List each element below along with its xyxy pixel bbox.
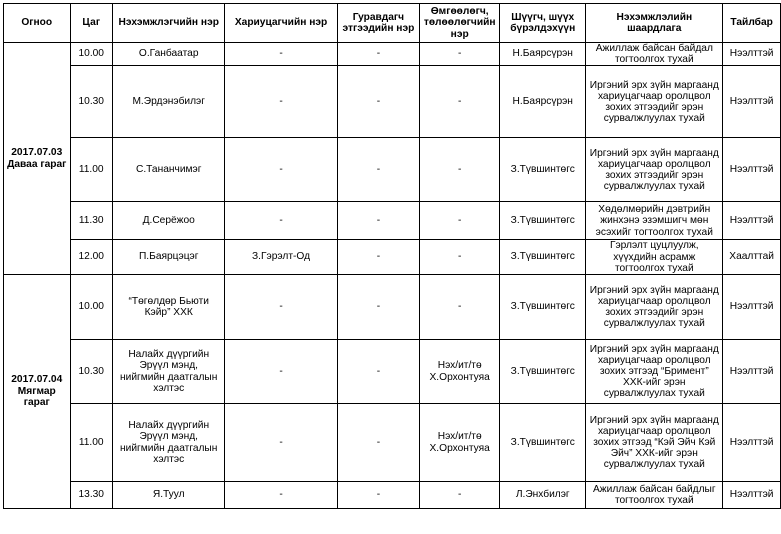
- note-cell: Нээлттэй: [723, 202, 781, 240]
- judge-cell: З.Түвшинтөгс: [500, 240, 586, 275]
- header-judge: Шүүгч, шүүх бүрэлдэхүүн: [500, 4, 586, 43]
- table-row: [4, 138, 781, 202]
- time-cell: 10.00: [70, 275, 112, 340]
- claim-cell: Иргэний эрх зүйн маргаанд хариуцагчаар оролцвол зохих этгээд “Бримент” ХХК-ийг эрэн сурвалжлуулах тухай: [586, 340, 723, 404]
- defendant-cell: -: [225, 202, 337, 240]
- defendant-cell: -: [225, 138, 337, 202]
- claim-cell: Иргэний эрх зүйн маргаанд хариуцагчаар оролцвол зохих этгээдийг эрэн сурвалжлуулах тухай: [586, 275, 723, 340]
- defendant-cell: -: [225, 43, 337, 66]
- judge-cell: Н.Баярсүрэн: [500, 66, 586, 138]
- date-cell: [4, 275, 71, 509]
- third-party-cell: -: [337, 66, 420, 138]
- third-party-cell: -: [337, 138, 420, 202]
- time-cell: 10.30: [70, 340, 112, 404]
- advocate-cell: Нэх/ит/тө Х.Орхонтуяа: [420, 340, 500, 404]
- note-cell: Хаалттай: [723, 240, 781, 275]
- third-party-cell: -: [337, 340, 420, 404]
- time-cell: 10.00: [70, 43, 112, 66]
- table-row: [4, 482, 781, 509]
- table-row: [4, 275, 781, 340]
- advocate-cell: -: [420, 240, 500, 275]
- header-row: [4, 4, 781, 43]
- advocate-cell: -: [420, 482, 500, 509]
- table-row: [4, 66, 781, 138]
- third-party-cell: -: [337, 202, 420, 240]
- judge-cell: З.Түвшинтөгс: [500, 340, 586, 404]
- claim-cell: Ажиллаж байсан байдал тогтоолгох тухай: [586, 43, 723, 66]
- advocate-cell: -: [420, 138, 500, 202]
- time-cell: 11.30: [70, 202, 112, 240]
- header-claim: Нэхэмжлэлийн шаардлага: [586, 4, 723, 43]
- court-schedule-table: [3, 3, 781, 509]
- time-cell: 11.00: [70, 404, 112, 482]
- table-row: [4, 43, 781, 66]
- table-row: [4, 340, 781, 404]
- third-party-cell: -: [337, 404, 420, 482]
- judge-cell: З.Түвшинтөгс: [500, 138, 586, 202]
- advocate-cell: Нэх/ит/тө Х.Орхонтуяа: [420, 404, 500, 482]
- weekday-value: Мягмар гараг: [17, 385, 56, 409]
- claim-cell: Хөдөлмөрийн дэвтрийн жинхэнэ эзэмшигч мөн эсэхийг тогтоолгох тухай: [586, 202, 723, 240]
- judge-cell: Л.Энхбилэг: [500, 482, 586, 509]
- note-cell: Нээлттэй: [723, 43, 781, 66]
- advocate-cell: -: [420, 275, 500, 340]
- weekday-value: Даваа гараг: [7, 158, 67, 170]
- judge-cell: З.Түвшинтөгс: [500, 404, 586, 482]
- schedule-body: [4, 43, 781, 509]
- time-cell: 13.30: [70, 482, 112, 509]
- claim-cell: Иргэний эрх зүйн маргаанд хариуцагчаар оролцвол зохих этгээдийг эрэн сурвалжлуулах тухай: [586, 138, 723, 202]
- date-value: 2017.07.03: [11, 147, 63, 158]
- defendant-cell: З.Гэрэлт-Од: [225, 240, 337, 275]
- time-cell: 12.00: [70, 240, 112, 275]
- claim-cell: Иргэний эрх зүйн маргаанд хариуцагчаар оролцвол зохих этгээдийг эрэн сурвалжлуулах тухай: [586, 66, 723, 138]
- plaintiff-cell: Налайх дүүргийн Эрүүл мэнд, нийгмийн даатгалын хэлтэс: [112, 340, 225, 404]
- defendant-cell: -: [225, 404, 337, 482]
- third-party-cell: -: [337, 482, 420, 509]
- plaintiff-cell: М.Эрдэнэбилэг: [112, 66, 225, 138]
- claim-cell: Гэрлэлт цуцлуулж, хүүхдийн асрамж тогтоолгох тухай: [586, 240, 723, 275]
- date-value: 2017.07.04: [11, 374, 63, 386]
- header-advocate: Өмгөөлөгч, төлөөлөгчийн нэр: [420, 4, 500, 43]
- defendant-cell: -: [225, 340, 337, 404]
- time-cell: 11.00: [70, 138, 112, 202]
- note-cell: Нээлттэй: [723, 138, 781, 202]
- header-note: Тайлбар: [723, 4, 781, 43]
- plaintiff-cell: О.Ганбаатар: [112, 43, 225, 66]
- table-row: [4, 202, 781, 240]
- plaintiff-cell: “Төгөлдөр Бьюти Кэйр” ХХК: [112, 275, 225, 340]
- header-date: Огноо: [4, 4, 71, 43]
- header-plaintiff: Нэхэмжлэгчийн нэр: [112, 4, 225, 43]
- plaintiff-cell: С.Тананчимэг: [112, 138, 225, 202]
- note-cell: Нээлттэй: [723, 66, 781, 138]
- judge-cell: Н.Баярсүрэн: [500, 43, 586, 66]
- advocate-cell: -: [420, 43, 500, 66]
- judge-cell: З.Түвшинтөгс: [500, 202, 586, 240]
- third-party-cell: -: [337, 43, 420, 66]
- advocate-cell: -: [420, 66, 500, 138]
- defendant-cell: -: [225, 482, 337, 509]
- header-time: Цаг: [70, 4, 112, 43]
- judge-cell: З.Түвшинтөгс: [500, 275, 586, 340]
- header-defendant: Хариуцагчийн нэр: [225, 4, 337, 43]
- plaintiff-cell: П.Баярцэцэг: [112, 240, 225, 275]
- plaintiff-cell: Д.Серёжоо: [112, 202, 225, 240]
- advocate-cell: -: [420, 202, 500, 240]
- claim-cell: Ажиллаж байсан байдлыг тогтоолгох тухай: [586, 482, 723, 509]
- third-party-cell: -: [337, 240, 420, 275]
- table-row: [4, 240, 781, 275]
- note-cell: Нээлттэй: [723, 482, 781, 509]
- time-cell: 10.30: [70, 66, 112, 138]
- table-row: [4, 404, 781, 482]
- claim-cell: Иргэний эрх зүйн маргаанд хариуцагчаар оролцвол зохих этгээд “Кэй Эйч Кэй Эйч” ХХК-ийг эрэн сурвалжлуулах тухай: [586, 404, 723, 482]
- date-cell: [4, 43, 71, 275]
- note-cell: Нээлттэй: [723, 404, 781, 482]
- header-third-party: Гуравдагч этгээдийн нэр: [337, 4, 420, 43]
- note-cell: Нээлттэй: [723, 340, 781, 404]
- defendant-cell: -: [225, 275, 337, 340]
- plaintiff-cell: Я.Туул: [112, 482, 225, 509]
- third-party-cell: -: [337, 275, 420, 340]
- note-cell: Нээлттэй: [723, 275, 781, 340]
- plaintiff-cell: Налайх дүүргийн Эрүүл мэнд, нийгмийн даатгалын хэлтэс: [112, 404, 225, 482]
- defendant-cell: -: [225, 66, 337, 138]
